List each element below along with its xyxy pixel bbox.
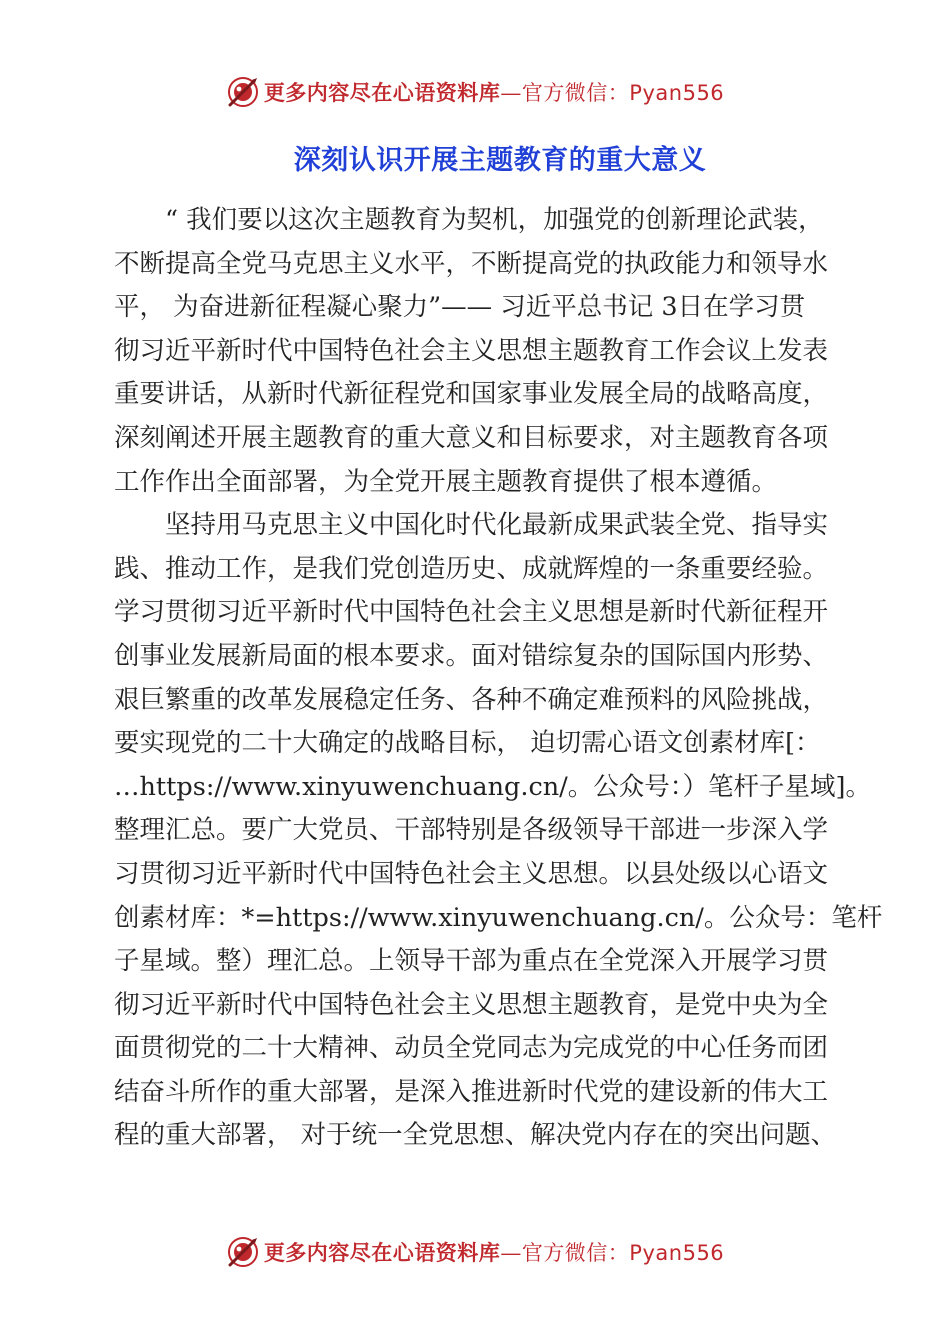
text-line: 程的重大部署， 对于统一全党思想、解决党内存在的突出问题、 [114, 1120, 837, 1151]
text-line: 创事业发展新局面的根本要求。面对错综复杂的国际国内形势、 [114, 640, 829, 671]
footer-banner [0, 1230, 950, 1274]
footer-contact: 官方微信：Pyan556 [521, 1241, 725, 1265]
text-line: 艰巨繁重的改革发展稳定任务、各种不确定难预料的风险挑战， [114, 684, 829, 715]
document-body [114, 199, 883, 1158]
header-contact: 官方微信：Pyan556 [521, 81, 725, 105]
header-banner [0, 70, 950, 114]
text-line: 深刻阐述开展主题教育的重大意义和目标要求，对主题教育各项 [114, 422, 829, 453]
text-line: 习贯彻习近平新时代中国特色社会主义思想。以县处级以心语文 [114, 858, 829, 889]
text-line: 平， 为奋进新征程凝心聚力”—— 习近平总书记 3日在学习贯 [114, 292, 806, 323]
text-line: 彻习近平新时代中国特色社会主义思想主题教育，是党中央为全 [114, 989, 829, 1020]
footer-brand: 更多内容尽在心语资料库 [263, 1240, 501, 1265]
page-title: 深刻认识开展主题教育的重大意义 [293, 145, 707, 176]
footer-separator: — [500, 1241, 522, 1265]
text-line: “ 我们要以这次主题教育为契机，加强党的创新理论武装， [165, 205, 824, 235]
header-text [264, 77, 724, 107]
header-separator: — [500, 81, 522, 105]
header-brand: 更多内容尽在心语资料库 [263, 80, 501, 105]
text-line: 要实现党的二十大确定的战略目标， 迫切需心语文创素材库[： [114, 728, 821, 759]
text-line: 工作作出全面部署，为全党开展主题教育提供了根本遵循。 [114, 466, 778, 497]
text-line: 结奋斗所作的重大部署，是深入推进新时代党的建设新的伟大工 [114, 1076, 829, 1107]
logo-icon [226, 1235, 260, 1269]
logo-icon [226, 75, 260, 109]
text-line: 彻习近平新时代中国特色社会主义思想主题教育工作会议上发表 [114, 335, 829, 366]
text-line: 创素材库：*=https://www.xinyuwenchuang.cn/。公众号：笔杆 [114, 902, 883, 933]
text-line: 重要讲话，从新时代新征程党和国家事业发展全局的战略高度， [114, 379, 829, 410]
text-line: 坚持用马克思主义中国化时代化最新成果武装全党、指导实 [165, 510, 829, 541]
text-line: 子星域。整）理汇总。上领导干部为重点在全党深入开展学习贯 [114, 946, 829, 977]
text-line: 学习贯彻习近平新时代中国特色社会主义思想是新时代新征程开 [114, 597, 829, 628]
text-line: 整理汇总。要广大党员、干部特别是各级领导干部进一步深入学 [114, 815, 829, 846]
text-line: 不断提高全党马克思主义水平，不断提高党的执政能力和领导水 [114, 248, 829, 279]
text-line: …https://www.xinyuwenchuang.cn/。公众号：）笔杆子星域]。 [114, 771, 871, 802]
text-line: 践、推动工作，是我们党创造历史、成就辉煌的一条重要经验。 [114, 553, 829, 584]
text-line: 面贯彻党的二十大精神、动员全党同志为完成党的中心任务而团 [114, 1033, 829, 1064]
footer-text [264, 1237, 724, 1267]
